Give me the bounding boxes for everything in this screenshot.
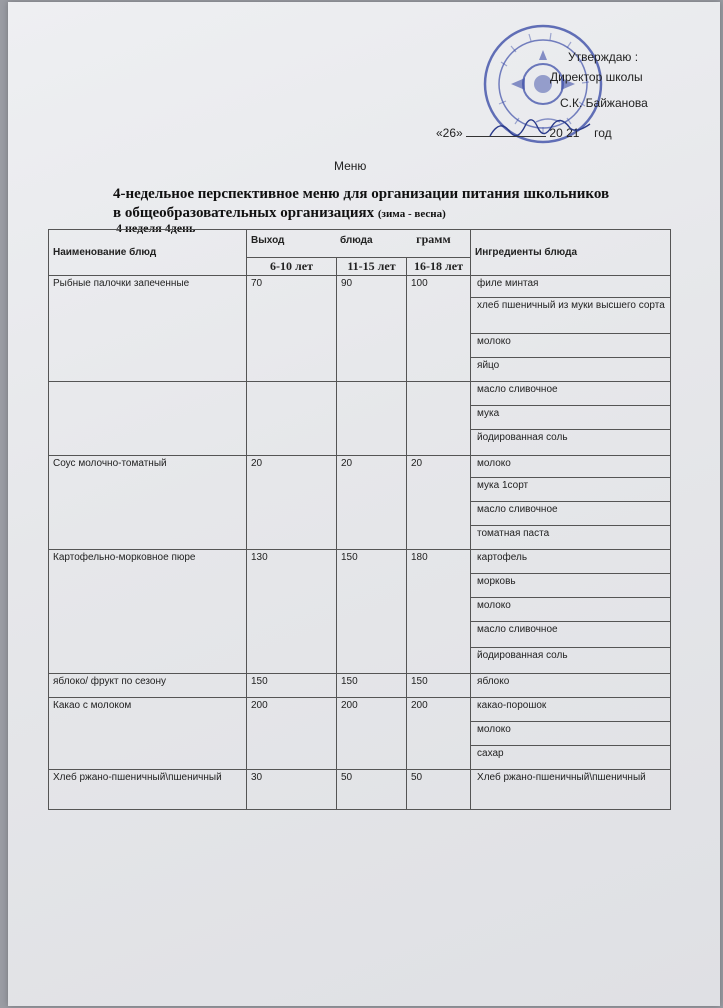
document-page (8, 2, 720, 1006)
dish-name-cell: яблоко/ фрукт по сезону (49, 674, 247, 698)
output-11-15-cell: 20 (337, 456, 407, 550)
table-row (49, 770, 671, 810)
dish-name-cell: Какао с молоком (49, 698, 247, 770)
week-day-label: 4 неделя 4день (116, 221, 196, 235)
approval-position: Директор школы (550, 70, 643, 84)
menu-table (48, 229, 671, 810)
output-6-10-cell: 30 (247, 770, 337, 810)
output-16-18-cell: 150 (407, 674, 471, 698)
header-dish-name: Наименование блюд (49, 230, 247, 276)
menu-table-body (49, 276, 671, 810)
dish-name-cell: Рыбные палочки запеченные (49, 276, 247, 382)
ingredient-cell: масло сливочное (471, 382, 671, 406)
output-16-18-cell: 180 (407, 550, 471, 674)
output-6-10-cell (247, 382, 337, 456)
ingredient-cell: какао-порошок (471, 698, 671, 722)
output-6-10-cell: 200 (247, 698, 337, 770)
ingredient-cell: картофель (471, 550, 671, 574)
approval-label: Утверждаю : (568, 50, 639, 64)
header-output-2: блюда (339, 235, 373, 246)
approval-year: 20 21 (549, 126, 580, 140)
output-16-18-cell: 200 (407, 698, 471, 770)
output-11-15-cell (337, 382, 407, 456)
ingredient-cell: филе минтая (471, 276, 671, 298)
ingredient-cell: яйцо (471, 358, 671, 382)
document-heading (113, 185, 609, 224)
approval-signer: С.К. Байжанова (560, 96, 648, 110)
dish-name-cell: Хлеб ржано-пшеничный\пшеничный (49, 770, 247, 810)
output-16-18-cell: 50 (407, 770, 471, 810)
dish-name-cell: Картофельно-морковное пюре (49, 550, 247, 674)
table-row (49, 698, 671, 722)
header-ingredients: Ингредиенты блюда (471, 230, 671, 276)
ingredient-cell: мука (471, 406, 671, 430)
heading-line-2-text: в общеобразовательных организациях (113, 205, 375, 221)
output-16-18-cell (407, 382, 471, 456)
table-row (49, 674, 671, 698)
header-output-1: Выход (251, 235, 285, 246)
ingredient-cell: мука 1сорт (471, 478, 671, 502)
signature-icon (488, 114, 598, 144)
output-6-10-cell: 130 (247, 550, 337, 674)
ingredient-cell: молоко (471, 334, 671, 358)
output-16-18-cell: 100 (407, 276, 471, 382)
table-header-row (49, 230, 671, 258)
output-11-15-cell: 150 (337, 674, 407, 698)
output-16-18-cell: 20 (407, 456, 471, 550)
header-output-3: грамм (416, 232, 451, 246)
ingredient-cell: яблоко (471, 674, 671, 698)
age-16-18: 16-18 лет (407, 258, 471, 276)
age-11-15: 11-15 лет (337, 258, 407, 276)
output-6-10-cell: 20 (247, 456, 337, 550)
header-output (247, 230, 471, 258)
age-6-10: 6-10 лет (247, 258, 337, 276)
output-11-15-cell: 90 (337, 276, 407, 382)
page-title: Меню (334, 159, 367, 173)
table-row (49, 456, 671, 478)
ingredient-cell: масло сливочное (471, 502, 671, 526)
ingredient-cell: хлеб пшеничный из муки высшего сорта (471, 298, 671, 334)
table-row (49, 276, 671, 298)
output-6-10-cell: 150 (247, 674, 337, 698)
heading-line-1: 4-недельное перспективное меню для организации питания школьников (113, 186, 610, 202)
ingredient-cell: молоко (471, 598, 671, 622)
output-11-15-cell: 150 (337, 550, 407, 674)
output-11-15-cell: 50 (337, 770, 407, 810)
ingredient-cell: молоко (471, 722, 671, 746)
table-row (49, 550, 671, 574)
ingredient-cell: йодированная соль (471, 648, 671, 674)
ingredient-cell: томатная паста (471, 526, 671, 550)
output-11-15-cell: 200 (337, 698, 407, 770)
ingredient-cell: масло сливочное (471, 622, 671, 648)
approval-day: «26» (436, 126, 463, 140)
dish-name-cell: Соус молочно-томатный (49, 456, 247, 550)
season-label: (зима - весна) (377, 208, 446, 220)
ingredient-cell: йодированная соль (471, 430, 671, 456)
dish-name-cell (49, 382, 247, 456)
table-row (49, 382, 671, 406)
approval-year-suffix: год (594, 126, 612, 140)
ingredient-cell: сахар (471, 746, 671, 770)
ingredient-cell: молоко (471, 456, 671, 478)
ingredient-cell: Хлеб ржано-пшеничный\пшеничный (471, 770, 671, 810)
ingredient-cell: морковь (471, 574, 671, 598)
output-6-10-cell: 70 (247, 276, 337, 382)
